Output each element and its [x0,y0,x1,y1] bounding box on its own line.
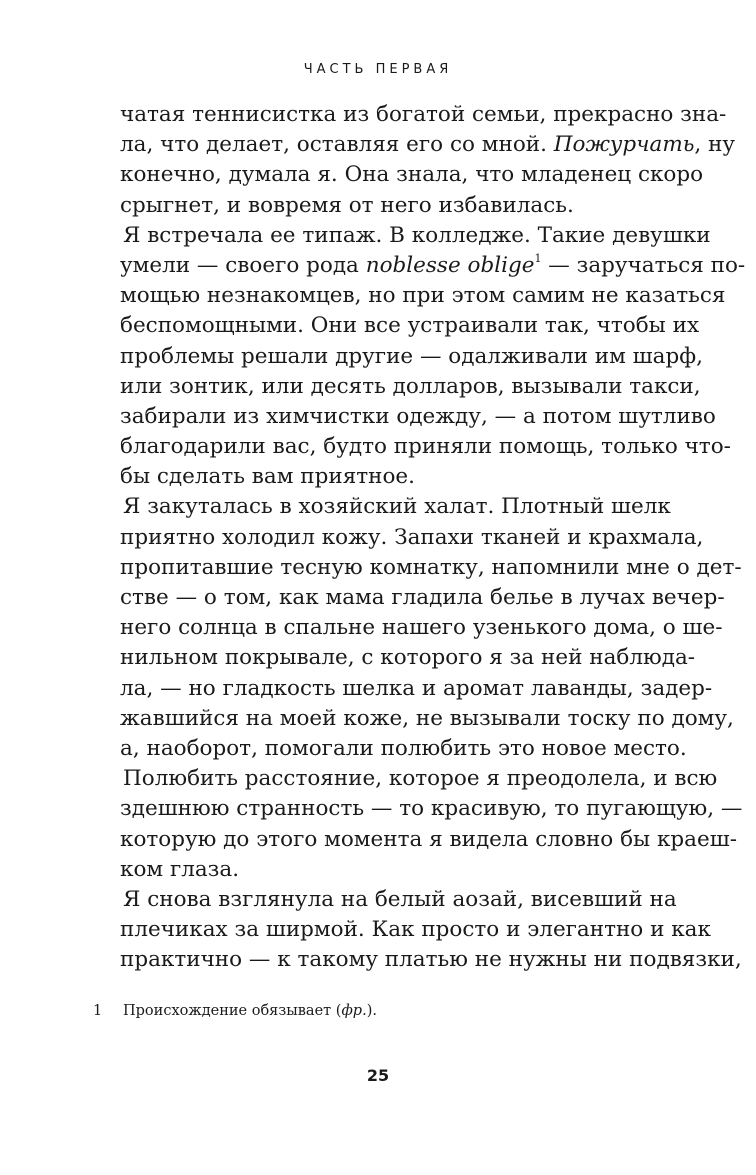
text-line: проблемы решали другие — одалживали им шарф, [120,343,703,369]
page-number: 25 [366,1066,390,1085]
text-line: Я закуталась в хозяйский халат. Плотный шелк [123,494,671,520]
text-line: ла, что делает, оставляя его со мной. Пожурчать, ну [120,132,736,158]
text-line: благодарили вас, будто приняли помощь, только что- [120,434,731,460]
text-line: мощью незнакомцев, но при этом самим не казаться [120,283,726,309]
text-line: практично — к такому платью не нужны ни подвязки, [120,947,742,973]
text-line: ла, — но гладкость шелка и аромат лаванды, задер- [120,675,713,701]
text-line: здешнюю странность — то красивую, то пугающую, — [120,796,743,822]
text-line: которую до этого момента я видела словно бы краеш- [120,826,737,852]
text-line: Полюбить расстояние, которое я преодолела, и всю [123,766,718,792]
text-line: нильном покрывале, с которого я за ней наблюда- [120,645,696,671]
text-line: приятно холодил кожу. Запахи тканей и крахмала, [120,524,704,550]
text-line: стве — о том, как мама гладила белье в лучах вечер- [120,585,725,610]
running-header: ЧАСТЬ ПЕРВАЯ [303,62,453,77]
text-line: срыгнет, и вовремя от него избавилась. [120,192,574,218]
text-line: умели — своего рода noblesse oblige$^1$ — заручаться по- [120,251,746,278]
footnote-ref: 1 [534,251,542,265]
text-line: забирали из химчистки одежду, — а потом шутливо [120,403,716,429]
footnote [93,1003,653,1019]
text-line: пропитавшие тесную комнатку, напомнили мне о дет- [120,554,742,580]
text-line: Я снова взглянула на белый аозай, висевший на [123,886,677,912]
text-line: а, наоборот, помогали полюбить это новое место. [120,735,687,761]
text-line: ком глаза. [120,856,240,882]
text-line: него солнца в спальне нашего узенького дома, о ше- [120,615,723,641]
italic-phrase: noblesse oblige [365,252,535,278]
text-line: беспомощными. Они все устраивали так, чтобы их [120,313,700,339]
footnote-text: Происхождение обязывает (фр.). [123,1003,377,1019]
text-line: чатая теннисистка из богатой семьи, прекрасно зна- [120,102,727,127]
footnote-number: 1 [93,1003,103,1019]
text-line: бы сделать вам приятное. [120,464,415,490]
text-line: конечно, думала я. Она знала, что младенец скоро [120,162,704,188]
body-text [120,100,746,975]
text-line: или зонтик, или десять долларов, вызывали такси, [120,373,701,399]
text-line: жавшийся на моей коже, не вызывали тоску по дому, [120,705,734,731]
italic-word: Пожурчать [553,132,695,158]
text-line: Я встречала ее типаж. В колледже. Такие девушки [123,222,711,248]
text-line: плечиках за ширмой. Как просто и элегантно и как [120,917,711,943]
